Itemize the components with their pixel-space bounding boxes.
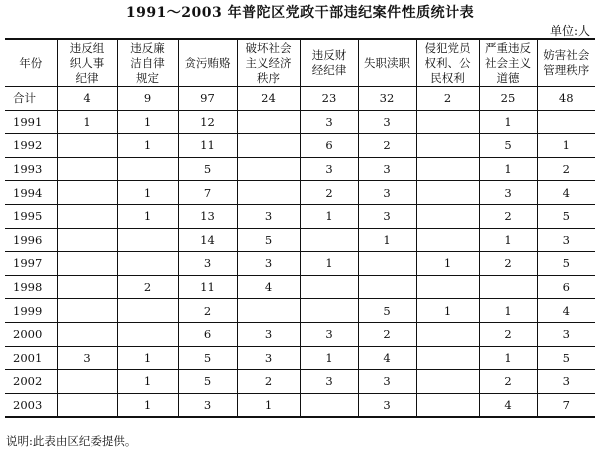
table-cell: 3 [358, 370, 416, 394]
table-row [5, 181, 595, 205]
table-cell: 23 [300, 87, 358, 111]
table-cell [117, 322, 178, 346]
year-cell: 1992 [5, 134, 57, 158]
table-cell [416, 204, 479, 228]
table-cell [237, 110, 300, 134]
table-row [5, 252, 595, 276]
table-cell: 13 [178, 204, 237, 228]
table-cell: 3 [57, 346, 117, 370]
header-cell: 侵犯党员权利、公民权利 [416, 39, 479, 87]
table-cell [117, 252, 178, 276]
header-cell: 违反组织人事纪律 [57, 39, 117, 87]
table-cell [57, 275, 117, 299]
table-cell: 3 [537, 322, 595, 346]
table-cell: 1 [479, 299, 537, 323]
table-cell: 2 [358, 322, 416, 346]
table-cell [57, 134, 117, 158]
total-row [5, 87, 595, 111]
table-cell: 4 [479, 393, 537, 417]
table-cell: 3 [537, 228, 595, 252]
table-row [5, 157, 595, 181]
year-cell: 2002 [5, 370, 57, 394]
table-cell: 11 [178, 134, 237, 158]
table-cell: 2 [479, 252, 537, 276]
table-cell: 5 [358, 299, 416, 323]
header-cell: 失职渎职 [358, 39, 416, 87]
table-cell [300, 275, 358, 299]
unit-label: 单位:人 [549, 24, 590, 38]
table-cell [416, 393, 479, 417]
table-cell: 4 [57, 87, 117, 111]
header-row [5, 39, 595, 87]
table-cell [416, 134, 479, 158]
table-cell: 4 [537, 181, 595, 205]
table-cell [57, 299, 117, 323]
table-cell: 2 [479, 204, 537, 228]
table-row [5, 393, 595, 417]
year-cell: 1993 [5, 157, 57, 181]
table-cell: 3 [300, 157, 358, 181]
table-cell: 2 [479, 370, 537, 394]
table-row [5, 299, 595, 323]
table-cell: 3 [358, 157, 416, 181]
table-cell [57, 228, 117, 252]
table-cell: 2 [479, 322, 537, 346]
table-cell: 6 [300, 134, 358, 158]
table-cell: 3 [178, 393, 237, 417]
table-row [5, 370, 595, 394]
table-cell [416, 370, 479, 394]
year-cell: 1991 [5, 110, 57, 134]
table-cell: 4 [237, 275, 300, 299]
table-cell [416, 275, 479, 299]
table-cell: 3 [358, 204, 416, 228]
table-cell: 1 [300, 346, 358, 370]
table-cell [117, 299, 178, 323]
table-cell [300, 393, 358, 417]
table-row [5, 275, 595, 299]
table-cell [57, 181, 117, 205]
table-cell: 7 [178, 181, 237, 205]
table-cell: 1 [479, 228, 537, 252]
table-cell: 2 [300, 181, 358, 205]
table-row [5, 134, 595, 158]
table-cell: 7 [537, 393, 595, 417]
table-cell: 5 [537, 252, 595, 276]
table-cell [300, 228, 358, 252]
table-cell: 48 [537, 87, 595, 111]
table-cell: 3 [300, 322, 358, 346]
header-cell: 妨害社会管理秩序 [537, 39, 595, 87]
table-cell: 11 [178, 275, 237, 299]
table-cell: 1 [117, 110, 178, 134]
table-cell: 3 [237, 322, 300, 346]
table-cell: 1 [479, 110, 537, 134]
table-cell: 2 [537, 157, 595, 181]
year-cell: 2003 [5, 393, 57, 417]
table-cell [57, 204, 117, 228]
table-cell: 5 [537, 204, 595, 228]
header-cell: 贪污贿赂 [178, 39, 237, 87]
table-cell: 97 [178, 87, 237, 111]
table-cell [416, 346, 479, 370]
table-cell: 1 [479, 157, 537, 181]
table-row [5, 204, 595, 228]
table-cell: 1 [537, 134, 595, 158]
table-cell: 5 [178, 346, 237, 370]
table-cell: 4 [358, 346, 416, 370]
table-cell [57, 370, 117, 394]
table-cell: 3 [537, 370, 595, 394]
table-note: 说明:此表由区纪委提供。 [6, 434, 137, 448]
table-cell [57, 322, 117, 346]
table-cell: 25 [479, 87, 537, 111]
table-cell [358, 275, 416, 299]
table-cell: 3 [358, 181, 416, 205]
table-title: 1991～2003 年普陀区党政干部违纪案件性质统计表 [125, 5, 475, 21]
table-row [5, 346, 595, 370]
table-cell [416, 322, 479, 346]
year-cell: 1998 [5, 275, 57, 299]
year-cell: 1994 [5, 181, 57, 205]
table-cell [237, 134, 300, 158]
year-cell: 1995 [5, 204, 57, 228]
table-row [5, 228, 595, 252]
table-cell: 2 [117, 275, 178, 299]
table-cell: 1 [117, 134, 178, 158]
table-cell: 14 [178, 228, 237, 252]
table-cell: 3 [237, 252, 300, 276]
table-cell [537, 110, 595, 134]
table-cell [57, 393, 117, 417]
table-cell: 3 [358, 393, 416, 417]
table-cell: 1 [117, 393, 178, 417]
statistics-table [5, 38, 595, 418]
table-cell [237, 299, 300, 323]
table-cell: 24 [237, 87, 300, 111]
table-cell: 6 [537, 275, 595, 299]
table-cell [358, 252, 416, 276]
table-cell: 3 [237, 346, 300, 370]
table-cell: 2 [416, 87, 479, 111]
header-cell: 违反财经纪律 [300, 39, 358, 87]
year-cell: 1997 [5, 252, 57, 276]
table-cell: 3 [479, 181, 537, 205]
table-cell [416, 228, 479, 252]
table-cell [237, 157, 300, 181]
table-cell: 1 [300, 252, 358, 276]
table-cell: 2 [237, 370, 300, 394]
table-cell [57, 157, 117, 181]
table-cell [117, 157, 178, 181]
table-cell: 3 [300, 370, 358, 394]
year-cell: 合计 [5, 87, 57, 111]
table-cell [300, 299, 358, 323]
table-cell [117, 228, 178, 252]
year-cell: 1999 [5, 299, 57, 323]
table-cell: 3 [358, 110, 416, 134]
table-cell: 3 [178, 252, 237, 276]
table-cell: 5 [237, 228, 300, 252]
table-cell: 1 [300, 204, 358, 228]
table-cell [479, 275, 537, 299]
header-cell: 年份 [5, 39, 57, 87]
year-cell: 1996 [5, 228, 57, 252]
table-cell: 1 [479, 346, 537, 370]
table-cell: 3 [237, 204, 300, 228]
table-row [5, 322, 595, 346]
table-cell [57, 252, 117, 276]
table-cell: 5 [537, 346, 595, 370]
table-cell: 1 [358, 228, 416, 252]
table-cell [416, 157, 479, 181]
table-cell [237, 181, 300, 205]
table-cell [416, 181, 479, 205]
table-cell: 2 [178, 299, 237, 323]
header-cell: 违反廉洁自律规定 [117, 39, 178, 87]
table-cell: 5 [178, 157, 237, 181]
table-cell: 2 [358, 134, 416, 158]
table-body [5, 87, 595, 418]
table-cell: 4 [537, 299, 595, 323]
table-cell: 1 [117, 204, 178, 228]
table-row [5, 110, 595, 134]
header-cell: 严重违反社会主义道德 [479, 39, 537, 87]
year-cell: 2000 [5, 322, 57, 346]
table-cell: 32 [358, 87, 416, 111]
table-cell: 12 [178, 110, 237, 134]
table-cell: 5 [178, 370, 237, 394]
table-cell: 1 [117, 346, 178, 370]
header-cell: 破坏社会主义经济秩序 [237, 39, 300, 87]
table-cell: 5 [479, 134, 537, 158]
table-cell: 1 [416, 252, 479, 276]
table-cell: 1 [237, 393, 300, 417]
year-cell: 2001 [5, 346, 57, 370]
table-cell: 3 [300, 110, 358, 134]
table-cell [416, 110, 479, 134]
table-cell: 1 [416, 299, 479, 323]
table-cell: 9 [117, 87, 178, 111]
table-cell: 1 [117, 181, 178, 205]
table-cell: 1 [117, 370, 178, 394]
table-cell: 1 [57, 110, 117, 134]
table-cell: 6 [178, 322, 237, 346]
